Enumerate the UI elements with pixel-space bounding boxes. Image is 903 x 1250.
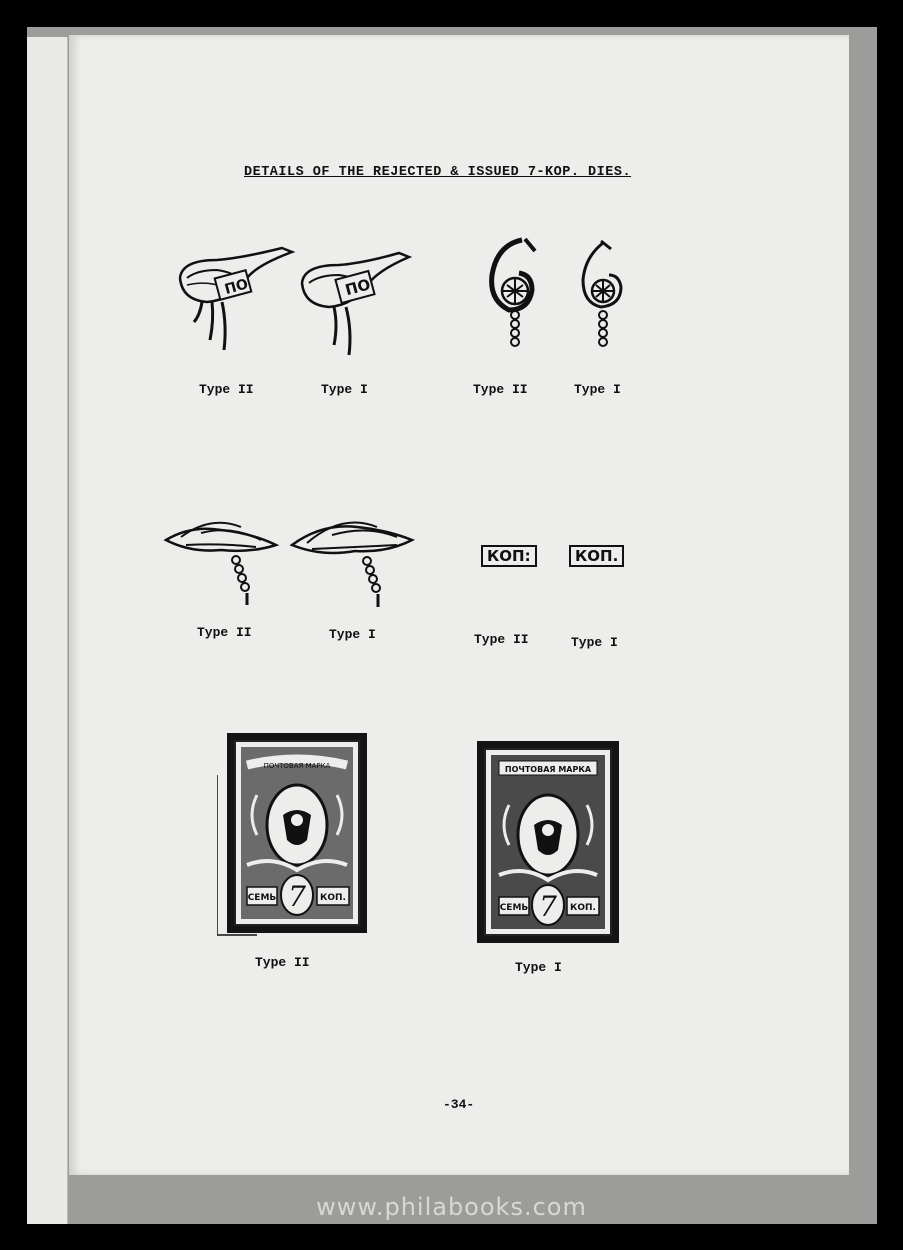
stamp-type-i (469, 735, 625, 950)
stamp-top-text: ПОЧТОВАЯ МАРКА (263, 762, 331, 770)
ornament-type-i (571, 235, 641, 350)
caption-row1-3: Type II (473, 382, 528, 397)
stamp-right-text: КОП. (570, 903, 596, 913)
caption-row2-4: Type I (571, 635, 618, 650)
stamp-type-ii (217, 725, 373, 940)
leaf-ornament-type-ii (161, 505, 281, 615)
caption-row1-4: Type I (574, 382, 621, 397)
book-page (69, 35, 849, 1175)
kop-box-type-ii: КОП: (481, 545, 537, 567)
lettering-tab-type-i (294, 245, 414, 365)
tab-letters: ПО (223, 276, 250, 298)
stamp-caption-type-i: Type I (515, 960, 562, 975)
kop-box-type-i: КОП. (569, 545, 624, 567)
photo (27, 27, 877, 1224)
page-title: DETAILS OF THE REJECTED & ISSUED 7-KOP. DIES. (244, 165, 632, 180)
tab-letters: ПО (343, 275, 373, 300)
stamp-value: 7 (539, 890, 557, 923)
caption-row2-1: Type II (197, 625, 252, 640)
stamp-left-text: СЕМЬ (247, 893, 277, 903)
caption-row1-1: Type II (199, 382, 254, 397)
caption-row1-2: Type I (321, 382, 368, 397)
leaf-ornament-type-i (287, 505, 417, 615)
previous-page-edge (27, 37, 68, 1224)
stamp-left-text: СЕМЬ (499, 903, 529, 913)
stamp-caption-type-ii: Type II (255, 955, 310, 970)
watermark: www.philabooks.com (316, 1193, 587, 1221)
ornament-type-ii (477, 235, 552, 350)
stamp-right-text: КОП. (320, 893, 346, 903)
caption-row2-2: Type I (329, 627, 376, 642)
stamp-value: 7 (288, 880, 306, 913)
lettering-tab-type-ii (172, 240, 297, 360)
caption-row2-3: Type II (474, 632, 529, 647)
page-number: -34- (443, 1097, 475, 1112)
stamp-top-text: ПОЧТОВАЯ МАРКА (504, 765, 592, 774)
